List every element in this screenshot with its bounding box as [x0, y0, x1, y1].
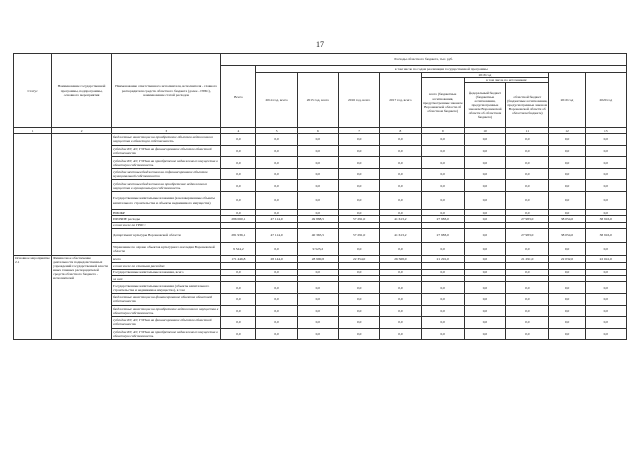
- table-body: [14, 54, 627, 340]
- row-value: 0,0: [464, 157, 505, 169]
- row-value: 0,0: [297, 317, 338, 329]
- row-value: 9 523,2: [297, 242, 338, 256]
- row-value: 0,0: [256, 305, 297, 317]
- row-value: 22 041,0: [585, 256, 626, 263]
- row-value: 0,0: [256, 317, 297, 329]
- row-value: 0,0: [549, 134, 585, 146]
- row-value: 0,0: [221, 293, 256, 305]
- row-value: 27 983,0: [421, 229, 464, 243]
- row-value: 0,0: [421, 282, 464, 294]
- row-description: ПРОЧИЕ расходы: [112, 216, 221, 222]
- row-value: 0,0: [380, 134, 421, 146]
- header-by-years: в том числе по годам реализации государственной программы: [256, 66, 627, 73]
- row-value: 0,0: [297, 282, 338, 294]
- row-description: субсидии БУ, АУ, ГУПам на приобретение недвижимого имущества в областную собственность: [112, 328, 221, 340]
- row-value: 0,0: [339, 157, 380, 169]
- row-value: 171 446,8: [221, 256, 256, 263]
- row-value: 0,0: [464, 216, 505, 222]
- row-value: 0,0: [585, 328, 626, 340]
- row-description: субсидии БУ, АУ, ГУПам на финансирование объектов областной собственности: [112, 317, 221, 329]
- header-2014: 2014 год, всего: [256, 73, 297, 128]
- row-value: 0,0: [464, 317, 505, 329]
- row-value: 286 060,1: [221, 216, 256, 222]
- row-value: 0,0: [380, 180, 421, 192]
- row-value: 0,0: [549, 168, 585, 180]
- row-value: 0,0: [256, 157, 297, 169]
- row-value: 0,0: [339, 180, 380, 192]
- row-value: 0,0: [421, 317, 464, 329]
- row-value: 0,0: [464, 269, 505, 275]
- column-number: 4: [221, 128, 256, 134]
- row-value: 41 613,2: [380, 216, 421, 222]
- row-value: 0,0: [297, 168, 338, 180]
- row-value: 28 990,8: [297, 256, 338, 263]
- row-value: 0,0: [221, 134, 256, 146]
- row-value: 0,0: [464, 210, 505, 216]
- header-executor: Наименование ответственного исполнителя, исполнителя - главного распорядителя средств областного бюджета (далее - ГРБС), наименование статей расходов: [112, 54, 221, 128]
- row-value: 0,0: [585, 293, 626, 305]
- row-description: субсидии местным бюджетам на софинансирование объектов муниципальной собственности: [112, 168, 221, 180]
- row-value: 0,0: [585, 180, 626, 192]
- row-value: 0,0: [585, 269, 626, 275]
- row-value: 0,0: [421, 180, 464, 192]
- row-value: 0,0: [297, 157, 338, 169]
- row-value: 0,0: [221, 168, 256, 180]
- row-value: 0,0: [585, 210, 626, 216]
- row-value: 0,0: [256, 192, 297, 210]
- column-number: 5: [256, 128, 297, 134]
- column-number: 12: [549, 128, 585, 134]
- row-value: 0,0: [421, 293, 464, 305]
- row-value: 0,0: [506, 180, 549, 192]
- header-2018-total: всего (бюджетные ассигнования, предусмотренные законом Воронежской области об областном бюджете): [421, 78, 464, 128]
- section-status: Основное мероприятие 2.1: [14, 256, 52, 340]
- row-value: 0,0: [549, 210, 585, 216]
- row-value: 0,0: [464, 229, 505, 243]
- header-expenses: Расходы областного бюджета, тыс. руб.: [221, 54, 627, 66]
- row-value: 0,0: [380, 317, 421, 329]
- row-value: 0,0: [256, 269, 297, 275]
- row-value: 0,0: [421, 305, 464, 317]
- row-value: 0,0: [549, 317, 585, 329]
- row-value: 38 054,0: [549, 216, 585, 222]
- row-value: 0,0: [256, 168, 297, 180]
- column-number: 11: [506, 128, 549, 134]
- header-2016: 2016 год, всего: [339, 73, 380, 128]
- row-value: 0,0: [506, 305, 549, 317]
- row-description: бюджетные инвестиции на приобретение объектов недвижимого имущества в областную собственность: [112, 134, 221, 146]
- row-description: Департамент культуры Воронежской области: [112, 229, 221, 243]
- row-value: 0,0: [464, 242, 505, 256]
- row-value: 47 114,0: [256, 229, 297, 243]
- row-value: 0,0: [380, 168, 421, 180]
- row-value: 0,0: [464, 293, 505, 305]
- row-value: 0,0: [297, 145, 338, 157]
- header-regional: областной бюджет (бюджетные ассигнования, предусмотренные законом Воронежской области об областном бюджете): [506, 83, 549, 128]
- row-value: 0,0: [256, 134, 297, 146]
- row-value: 0,0: [380, 157, 421, 169]
- row-value: 57 291,0: [339, 229, 380, 243]
- row-value: 0,0: [421, 134, 464, 146]
- row-value: 0,0: [380, 269, 421, 275]
- row-description: из них:: [112, 275, 221, 281]
- row-value: 49 888,5: [297, 216, 338, 222]
- row-value: 0,0: [585, 145, 626, 157]
- row-value: 0,0: [221, 269, 256, 275]
- row-value: 26 568,0: [380, 256, 421, 263]
- row-description: в том числе по ГРБС:: [112, 222, 221, 228]
- header-incl-sources: в том числе по источникам:: [464, 78, 549, 83]
- row-description: Государственные капитальные вложения (в незавершенные объекты капитального строительства и объекты недвижимого имущества): [112, 192, 221, 210]
- row-value: 0,0: [549, 157, 585, 169]
- row-value: 0,0: [380, 210, 421, 216]
- row-value: 0,0: [221, 192, 256, 210]
- row-value: 0,0: [549, 145, 585, 157]
- row-value: 0,0: [585, 192, 626, 210]
- row-value: 0,0: [297, 180, 338, 192]
- row-value: 0,0: [549, 269, 585, 275]
- row-value: 0,0: [339, 145, 380, 157]
- row-value: 0,0: [297, 293, 338, 305]
- row-value: 27 983,0: [506, 229, 549, 243]
- column-number: 2: [52, 128, 112, 134]
- row-value: 0,0: [506, 328, 549, 340]
- row-value: 0,0: [221, 145, 256, 157]
- row-value: 0,0: [506, 145, 549, 157]
- row-value: 0,0: [421, 168, 464, 180]
- row-value: 0,0: [506, 157, 549, 169]
- row-value: 9 524,2: [221, 242, 256, 256]
- row-value: 0,0: [585, 157, 626, 169]
- row-value: 0,0: [339, 293, 380, 305]
- header-status: Статус: [14, 54, 52, 128]
- name-cell-empty: [52, 134, 112, 256]
- row-value: 0,0: [464, 282, 505, 294]
- row-value: 0,0: [297, 210, 338, 216]
- row-value: 0,0: [464, 328, 505, 340]
- row-value: 28 144,0: [256, 256, 297, 263]
- row-value: 0,0: [506, 282, 549, 294]
- row-value: 0,0: [549, 282, 585, 294]
- row-value: 0,0: [421, 328, 464, 340]
- column-number: 9: [421, 128, 464, 134]
- row-description: Государственные капитальные вложения (объекты капитального строительства и недвижимое имущество), в том: [112, 282, 221, 294]
- row-value: 0,0: [221, 282, 256, 294]
- row-value: 0,0: [421, 192, 464, 210]
- column-number: 13: [585, 128, 626, 134]
- row-value: 0,0: [464, 180, 505, 192]
- row-value: 0,0: [256, 242, 297, 256]
- row-value: 0,0: [256, 180, 297, 192]
- column-number: 6: [297, 128, 338, 134]
- header-2015: 2015 год, всего: [297, 73, 338, 128]
- row-value: 0,0: [339, 134, 380, 146]
- row-value: 0,0: [297, 269, 338, 275]
- row-value: 0,0: [339, 328, 380, 340]
- row-value: 41 613,2: [380, 229, 421, 243]
- row-value: 0,0: [506, 293, 549, 305]
- row-value: 57 291,0: [339, 216, 380, 222]
- header-federal: федеральный бюджет (бюджетные ассигнования, предусмотренные законом Воронежской области об областном бюджете): [464, 83, 505, 128]
- row-value: 0,0: [256, 328, 297, 340]
- row-value: 0,0: [380, 328, 421, 340]
- row-value: 0,0: [506, 134, 549, 146]
- row-value: 0,0: [585, 317, 626, 329]
- row-description: субсидии БУ, АУ, ГУПам на финансирование объектов областной собственности: [112, 145, 221, 157]
- row-value: 0,0: [585, 282, 626, 294]
- row-value: 0,0: [339, 168, 380, 180]
- row-value: 0,0: [380, 305, 421, 317]
- row-value: 22 032,0: [549, 256, 585, 263]
- row-value: 0,0: [297, 305, 338, 317]
- row-value: 0,0: [421, 210, 464, 216]
- row-value: 0,0: [585, 168, 626, 180]
- row-value: 0,0: [221, 157, 256, 169]
- row-value: 0,0: [464, 134, 505, 146]
- row-value: 0,0: [380, 242, 421, 256]
- row-value: 0,0: [297, 192, 338, 210]
- header-2017: 2017 год, всего: [380, 73, 421, 128]
- row-value: 0,0: [256, 293, 297, 305]
- row-value: 22 354,0: [339, 256, 380, 263]
- table-row: [14, 134, 627, 146]
- row-value: 0,0: [549, 328, 585, 340]
- row-value: 0,0: [339, 282, 380, 294]
- row-description: бюджетные инвестиции на финансирование объектов областной собственности: [112, 293, 221, 305]
- row-description: в том числе по статьям расходов:: [112, 263, 221, 269]
- row-value: 0,0: [221, 180, 256, 192]
- header-2019: 2019 год: [549, 73, 585, 128]
- page-number: 17: [316, 40, 324, 49]
- row-value: 0,0: [221, 210, 256, 216]
- column-number: 10: [464, 128, 505, 134]
- row-value: 0,0: [221, 305, 256, 317]
- row-value: 0,0: [380, 282, 421, 294]
- row-value: 0,0: [464, 192, 505, 210]
- column-number: 3: [112, 128, 221, 134]
- row-value: 281 936,1: [221, 229, 256, 243]
- row-value: 0,0: [339, 192, 380, 210]
- row-description: субсидии местным бюджетам на приобретение недвижимого имущества в муниципальную собственность: [112, 180, 221, 192]
- row-value: 0,0: [506, 317, 549, 329]
- column-number: 1: [14, 128, 52, 134]
- row-value: 0,0: [549, 242, 585, 256]
- row-value: 0,0: [464, 305, 505, 317]
- row-description: Управление по охране объектов культурного наследия Воронежской области: [112, 242, 221, 256]
- row-value: 0,0: [464, 145, 505, 157]
- row-value: 21 291,0: [421, 256, 464, 263]
- row-value: 0,0: [339, 210, 380, 216]
- row-value: 0,0: [585, 134, 626, 146]
- row-value: 0,0: [380, 145, 421, 157]
- row-value: 0,0: [549, 305, 585, 317]
- row-value: 0,0: [421, 242, 464, 256]
- row-value: 38 916,0: [585, 216, 626, 222]
- row-value: 0,0: [380, 192, 421, 210]
- row-value: 0,0: [464, 168, 505, 180]
- row-value: 0,0: [549, 192, 585, 210]
- row-description: НИОКР: [112, 210, 221, 216]
- row-value: 0,0: [256, 210, 297, 216]
- row-value: 27 983,0: [421, 216, 464, 222]
- header-row-expenses: [14, 54, 627, 66]
- table-row: [14, 256, 627, 263]
- row-value: 0,0: [339, 305, 380, 317]
- row-value: 21 291,0: [506, 256, 549, 263]
- column-number: 7: [339, 128, 380, 134]
- row-value: 0,0: [549, 293, 585, 305]
- row-value: 0,0: [421, 145, 464, 157]
- row-value: 27 983,0: [506, 216, 549, 222]
- row-description: субсидии БУ, АУ, ГУПам на приобретение недвижимого имущества в областную собственность: [112, 157, 221, 169]
- row-description: Государственные капитальные вложения, всего: [112, 269, 221, 275]
- header-2018: 2018 год: [421, 73, 549, 78]
- budget-table: [13, 53, 627, 340]
- row-value: 0,0: [221, 328, 256, 340]
- row-value: 0,0: [339, 242, 380, 256]
- row-value: 0,0: [506, 210, 549, 216]
- row-value: 0,0: [506, 269, 549, 275]
- row-value: 0,0: [221, 317, 256, 329]
- row-value: 0,0: [549, 180, 585, 192]
- row-value: 0,0: [506, 242, 549, 256]
- row-value: 0,0: [297, 134, 338, 146]
- row-value: 38 916,0: [585, 229, 626, 243]
- row-value: 0,0: [585, 305, 626, 317]
- row-value: 0,0: [506, 192, 549, 210]
- row-value: 0,0: [256, 282, 297, 294]
- row-value: 0,0: [506, 168, 549, 180]
- row-value: 0,0: [339, 269, 380, 275]
- header-2020: 2020 год: [585, 73, 626, 128]
- section-name: Финансовое обеспечение деятельности подведомственных учреждений государственной власти иных главных распорядителей средств областного бюджета - исполнителей: [52, 256, 112, 340]
- status-cell-empty: [14, 134, 52, 256]
- row-value: 47 114,0: [256, 216, 297, 222]
- row-value: 0,0: [464, 256, 505, 263]
- header-total: Всего: [221, 66, 256, 128]
- row-value: 0,0: [256, 145, 297, 157]
- row-description: бюджетные инвестиции на приобретение недвижимого имущества в областную собственность: [112, 305, 221, 317]
- row-value: 0,0: [297, 328, 338, 340]
- row-value: 0,0: [421, 157, 464, 169]
- row-value: 0,0: [380, 293, 421, 305]
- column-number: 8: [380, 128, 421, 134]
- row-value: 0,0: [339, 317, 380, 329]
- row-description: всего: [112, 256, 221, 263]
- row-value: 0,0: [421, 269, 464, 275]
- row-value: 38 054,0: [549, 229, 585, 243]
- row-value: 0,0: [585, 242, 626, 256]
- header-name: Наименование государственной программы, подпрограммы, основного мероприятия: [52, 54, 112, 128]
- row-value: 40 365,5: [297, 229, 338, 243]
